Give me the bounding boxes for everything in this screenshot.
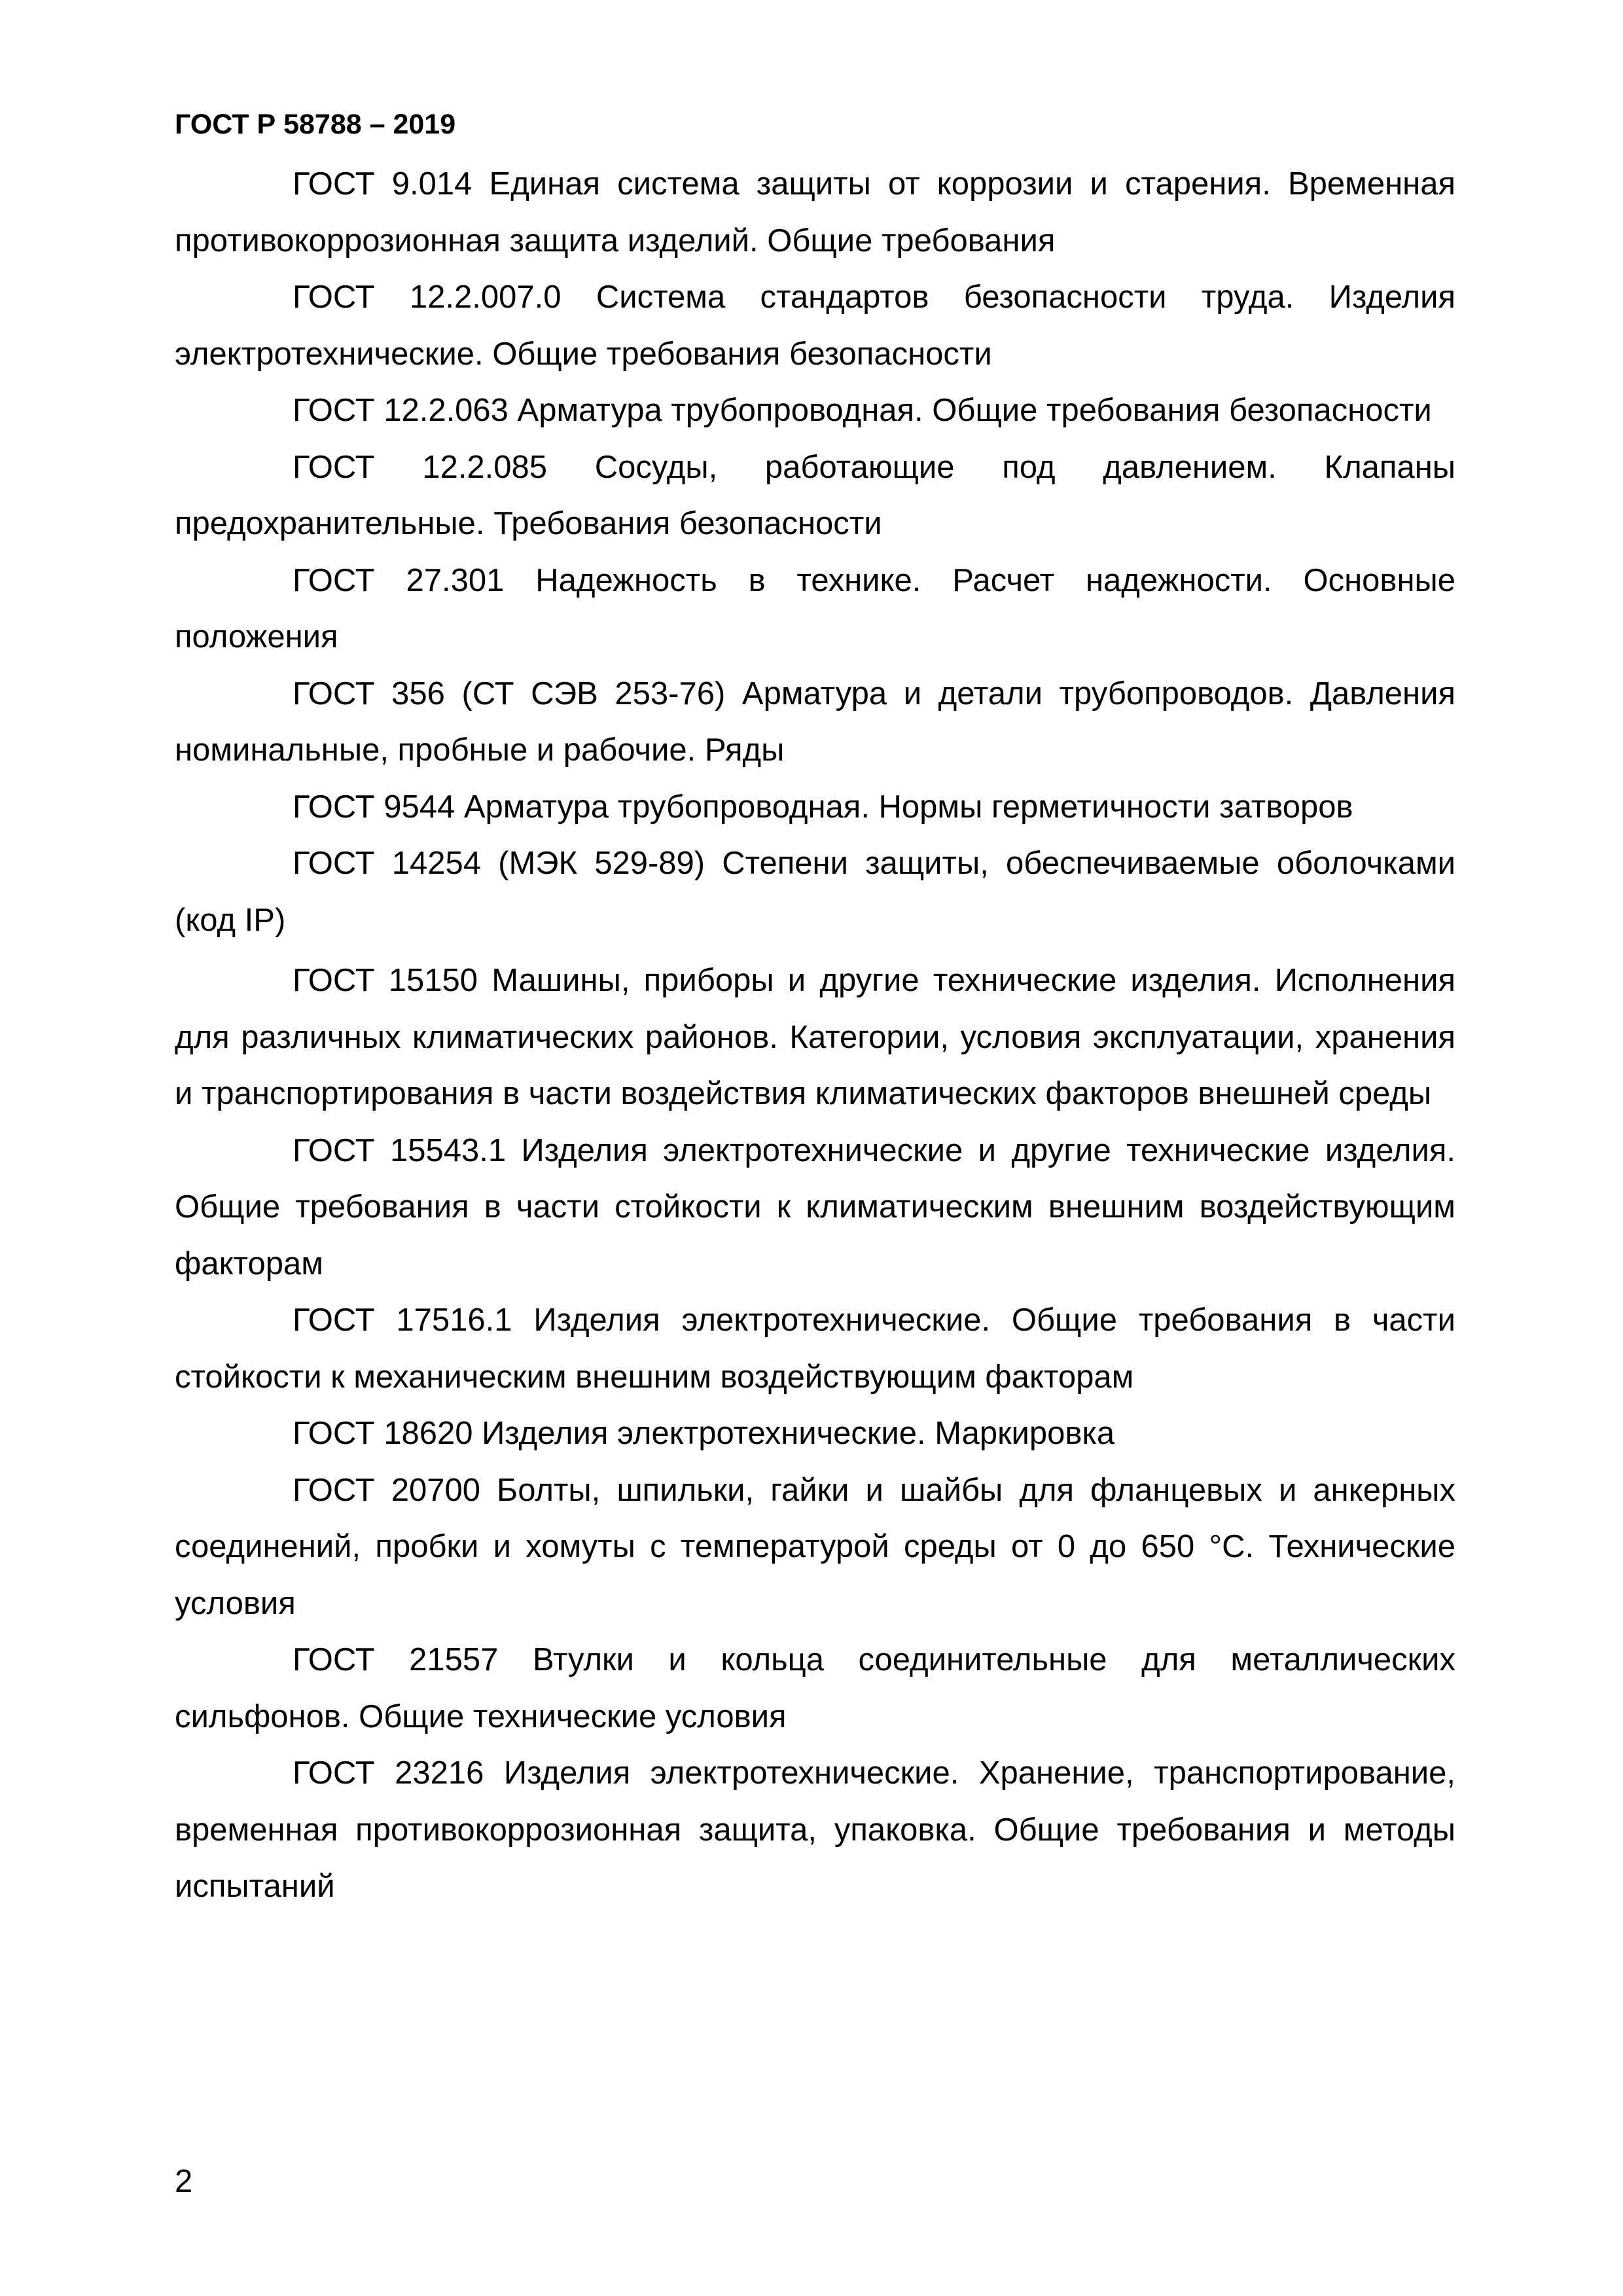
reference-gost-12-2-063: ГОСТ 12.2.063 Арматура трубопроводная. Общие требования безопасности [293,393,1432,428]
reference-gost-9-014: ГОСТ 9.014 Единая система защиты от коррозии и старения. Временная противокоррозионная защита изделий. Общие требования [175,166,1455,259]
reference-gost-18620: ГОСТ 18620 Изделия электротехнические. Маркировка [293,1416,1115,1451]
page-number: 2 [175,2164,193,2199]
reference-gost-17516-1: ГОСТ 17516.1 Изделия электротехнические. Общие требования в части стойкости к механическим внешним воздействующим факторам [175,1302,1455,1395]
reference-gost-23216: ГОСТ 23216 Изделия электротехнические. Хранение, транспортирование, временная противокоррозионная защита, упаковка. Общие требования и методы испытаний [175,1755,1455,1904]
document-header: ГОСТ Р 58788 – 2019 [175,109,456,140]
normative-references-list [175,156,1455,1915]
reference-gost-15150: ГОСТ 15150 Машины, приборы и другие технические изделия. Исполнения для различных климатических районов. Категории, условия эксплуатации, хранения и транспортирования в части воздействия климатических факторов внешней среды [175,963,1455,1111]
reference-gost-12-2-085: ГОСТ 12.2.085 Сосуды, работающие под давлением. Клапаны предохранительные. Требования безопасности [175,449,1455,541]
reference-gost-14254: ГОСТ 14254 (МЭК 529-89) Степени защиты, обеспечиваемые оболочками (код IP) [175,846,1455,938]
reference-gost-21557: ГОСТ 21557 Втулки и кольца соединительные для металлических сильфонов. Общие технические условия [175,1642,1455,1734]
reference-gost-9544: ГОСТ 9544 Арматура трубопроводная. Нормы герметичности затворов [293,789,1353,825]
reference-gost-27-301: ГОСТ 27.301 Надежность в технике. Расчет надежности. Основные положения [175,562,1455,655]
reference-gost-15543-1: ГОСТ 15543.1 Изделия электротехнические и другие технические изделия. Общие требования в части стойкости к климатическим внешним воздействующим факторам [175,1132,1455,1282]
reference-gost-20700: ГОСТ 20700 Болты, шпильки, гайки и шайбы для фланцевых и анкерных соединений, пробки и хомуты с температурой среды от 0 до 650 °С. Технические условия [175,1472,1455,1621]
reference-gost-356: ГОСТ 356 (СТ СЭВ 253-76) Арматура и детали трубопроводов. Давления номинальные, пробные и рабочие. Ряды [175,675,1455,768]
reference-gost-12-2-007-0: ГОСТ 12.2.007.0 Система стандартов безопасности труда. Изделия электротехнические. Общие требования безопасности [175,279,1455,372]
